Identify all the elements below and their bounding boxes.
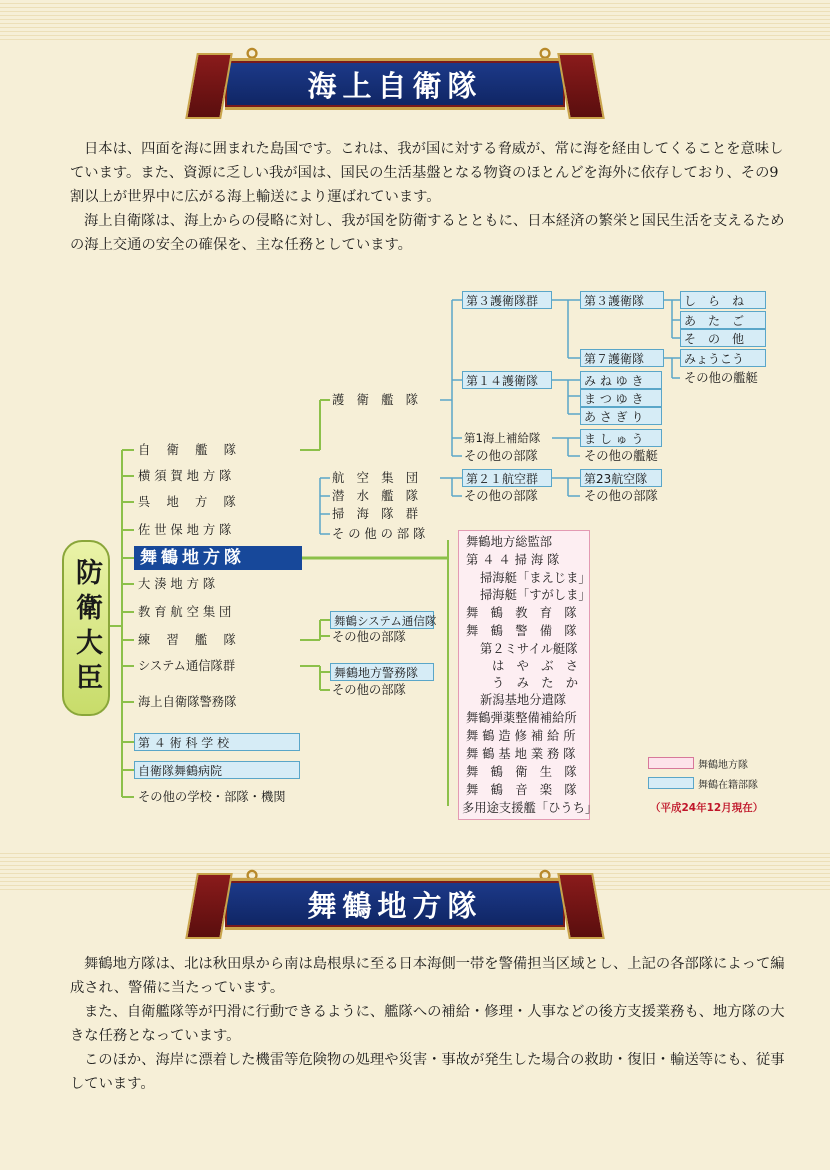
ship-shirane: し ら ね <box>680 291 766 309</box>
unit-ominato: 大 湊 地 方 隊 <box>138 577 216 591</box>
unit-sasebo: 佐 世 保 地 方 隊 <box>138 523 232 537</box>
maizuru-unit: 掃海艇「すがしま」 <box>480 588 591 602</box>
section-banner-maizuru <box>225 878 565 930</box>
maizuru-unit: 新潟基地分遣隊 <box>480 693 567 707</box>
escort-group-3: 第３護衛隊群 <box>462 291 552 309</box>
ship-myoko: みょうこう <box>680 349 766 367</box>
maizuru-unit: 舞 鶴 警 備 隊 <box>466 624 577 638</box>
escort-7: 第７護衛隊 <box>580 349 664 367</box>
maizuru-unit: う み た か <box>492 676 579 690</box>
legend-blue-swatch <box>648 777 694 789</box>
fleet-air: 航 空 集 団 <box>332 471 419 485</box>
maizuru-unit: 掃海艇「まえじま」 <box>480 571 591 585</box>
ship-other: そ の 他 <box>680 329 766 347</box>
unit-comm-system: システム通信隊群 <box>138 659 236 673</box>
maizuru-unit: 舞 鶴 衛 生 隊 <box>466 765 577 779</box>
ship-atago: あ た ご <box>680 311 766 329</box>
maizuru-unit: 舞 鶴 教 育 隊 <box>466 606 577 620</box>
outro-paragraph: 舞鶴地方隊は、北は秋田県から南は島根県に至る日本海側一帯を警備担当区域とし、上記の各部隊によって編成され、警備に当たっています。 <box>70 956 785 996</box>
intro-paragraph: 日本は、四面を海に囲まれた島国です。これは、我が国に対する脅威が、常に海を経由してくることを意味しています。また、資源に乏しい我が国は、国民の生活基盤となる物資のほとんどを海外に依存しており、その9割以上が世界中に広がる海上輸送により運ばれています。 <box>70 141 784 205</box>
unit-4th-school: 第 ４ 術 科 学 校 <box>134 733 300 751</box>
fleet-other: そ の 他 の 部 隊 <box>332 527 426 541</box>
outro-text <box>70 952 785 1096</box>
maizuru-comm: 舞鶴システム通信隊 <box>330 611 434 629</box>
unit-maizuru-highlight: 舞鶴地方隊 <box>134 546 302 570</box>
unit-training-squadron: 練 習 艦 隊 <box>138 633 236 647</box>
ship-mineyuki: み ね ゆ き <box>580 371 662 389</box>
unit-kure: 呉 地 方 隊 <box>138 495 236 509</box>
defense-minister: 防衛大臣 <box>62 540 110 716</box>
fleet-submarine: 潜 水 艦 隊 <box>332 489 419 503</box>
air-squadron-23: 第23航空隊 <box>580 469 662 487</box>
chart-date: （平成24年12月現在） <box>650 802 764 814</box>
legend-pink-label: 舞鶴地方隊 <box>698 760 748 771</box>
maizuru-unit: 舞鶴地方総監部 <box>466 535 553 549</box>
escort-other: その他の部隊 <box>464 449 538 463</box>
unit-other-schools: その他の学校・部隊・機関 <box>138 790 286 804</box>
unit-yokosuka: 横 須 賀 地 方 隊 <box>138 469 232 483</box>
supply-1: 第1海上補給隊 <box>464 431 541 445</box>
fleet-escort: 護 衛 艦 隊 <box>332 393 419 407</box>
maizuru-unit: 第 ４ ４ 掃 海 隊 <box>466 553 560 567</box>
maizuru-unit: 舞 鶴 基 地 業 務 隊 <box>466 747 576 761</box>
maizuru-unit: 舞鶴弾薬整備補給所 <box>466 711 577 725</box>
fleet-minesweeper: 掃 海 隊 群 <box>332 507 419 521</box>
escort-3: 第３護衛隊 <box>580 291 664 309</box>
ship-matsuyuki: ま つ ゆ き <box>580 389 662 407</box>
legend-pink-swatch <box>648 757 694 769</box>
ship-other-vessels: その他の艦艇 <box>684 371 758 385</box>
legend-blue-label: 舞鶴在籍部隊 <box>698 780 758 791</box>
intro-paragraph: 海上自衛隊は、海上からの侵略に対し、我が国を防衛するとともに、日本経済の繁栄と国民生活を支えるための海上交通の安全の確保を、主な任務としています。 <box>70 213 785 253</box>
supply-other-vessels: その他の艦艇 <box>584 449 658 463</box>
maizuru-unit: 多用途支援艦「ひうち」 <box>462 801 598 815</box>
air2-other: その他の部隊 <box>584 489 658 503</box>
maizuru-unit: 第２ミサイル艇隊 <box>480 642 578 656</box>
police-other: その他の部隊 <box>332 683 406 697</box>
banner-title: 舞鶴地方隊 <box>307 888 483 923</box>
unit-police: 海上自衛隊警務隊 <box>138 695 237 709</box>
air-group-21: 第２１航空群 <box>462 469 552 487</box>
outro-paragraph: また、自衛艦隊等が円滑に行動できるように、艦隊への補給・修理・人事などの後方支援業務も、地方隊の大きな任務となっています。 <box>70 1004 785 1044</box>
ship-mashu: ま し ゅ う <box>580 429 662 447</box>
unit-maizuru-hospital: 自衛隊舞鶴病院 <box>134 761 300 779</box>
outro-paragraph: このほか、海岸に漂着した機雷等危険物の処理や災害・事故が発生した場合の救助・復旧・輸送等にも、従事しています。 <box>70 1052 785 1092</box>
escort-14: 第１４護衛隊 <box>462 371 552 389</box>
maizuru-unit: 舞 鶴 音 楽 隊 <box>466 783 577 797</box>
air-other: その他の部隊 <box>464 489 538 503</box>
ship-asagiri: あ さ ぎ り <box>580 407 662 425</box>
unit-air-training: 教 育 航 空 集 団 <box>138 605 232 619</box>
banner-title: 海上自衛隊 <box>307 68 483 103</box>
maizuru-unit: 舞 鶴 造 修 補 給 所 <box>466 729 576 743</box>
comm-other: その他の部隊 <box>332 630 406 644</box>
maizuru-unit: は や ぶ さ <box>492 659 579 673</box>
unit-self-defense-fleet: 自 衛 艦 隊 <box>138 443 239 457</box>
maizuru-police: 舞鶴地方警務隊 <box>330 663 434 681</box>
